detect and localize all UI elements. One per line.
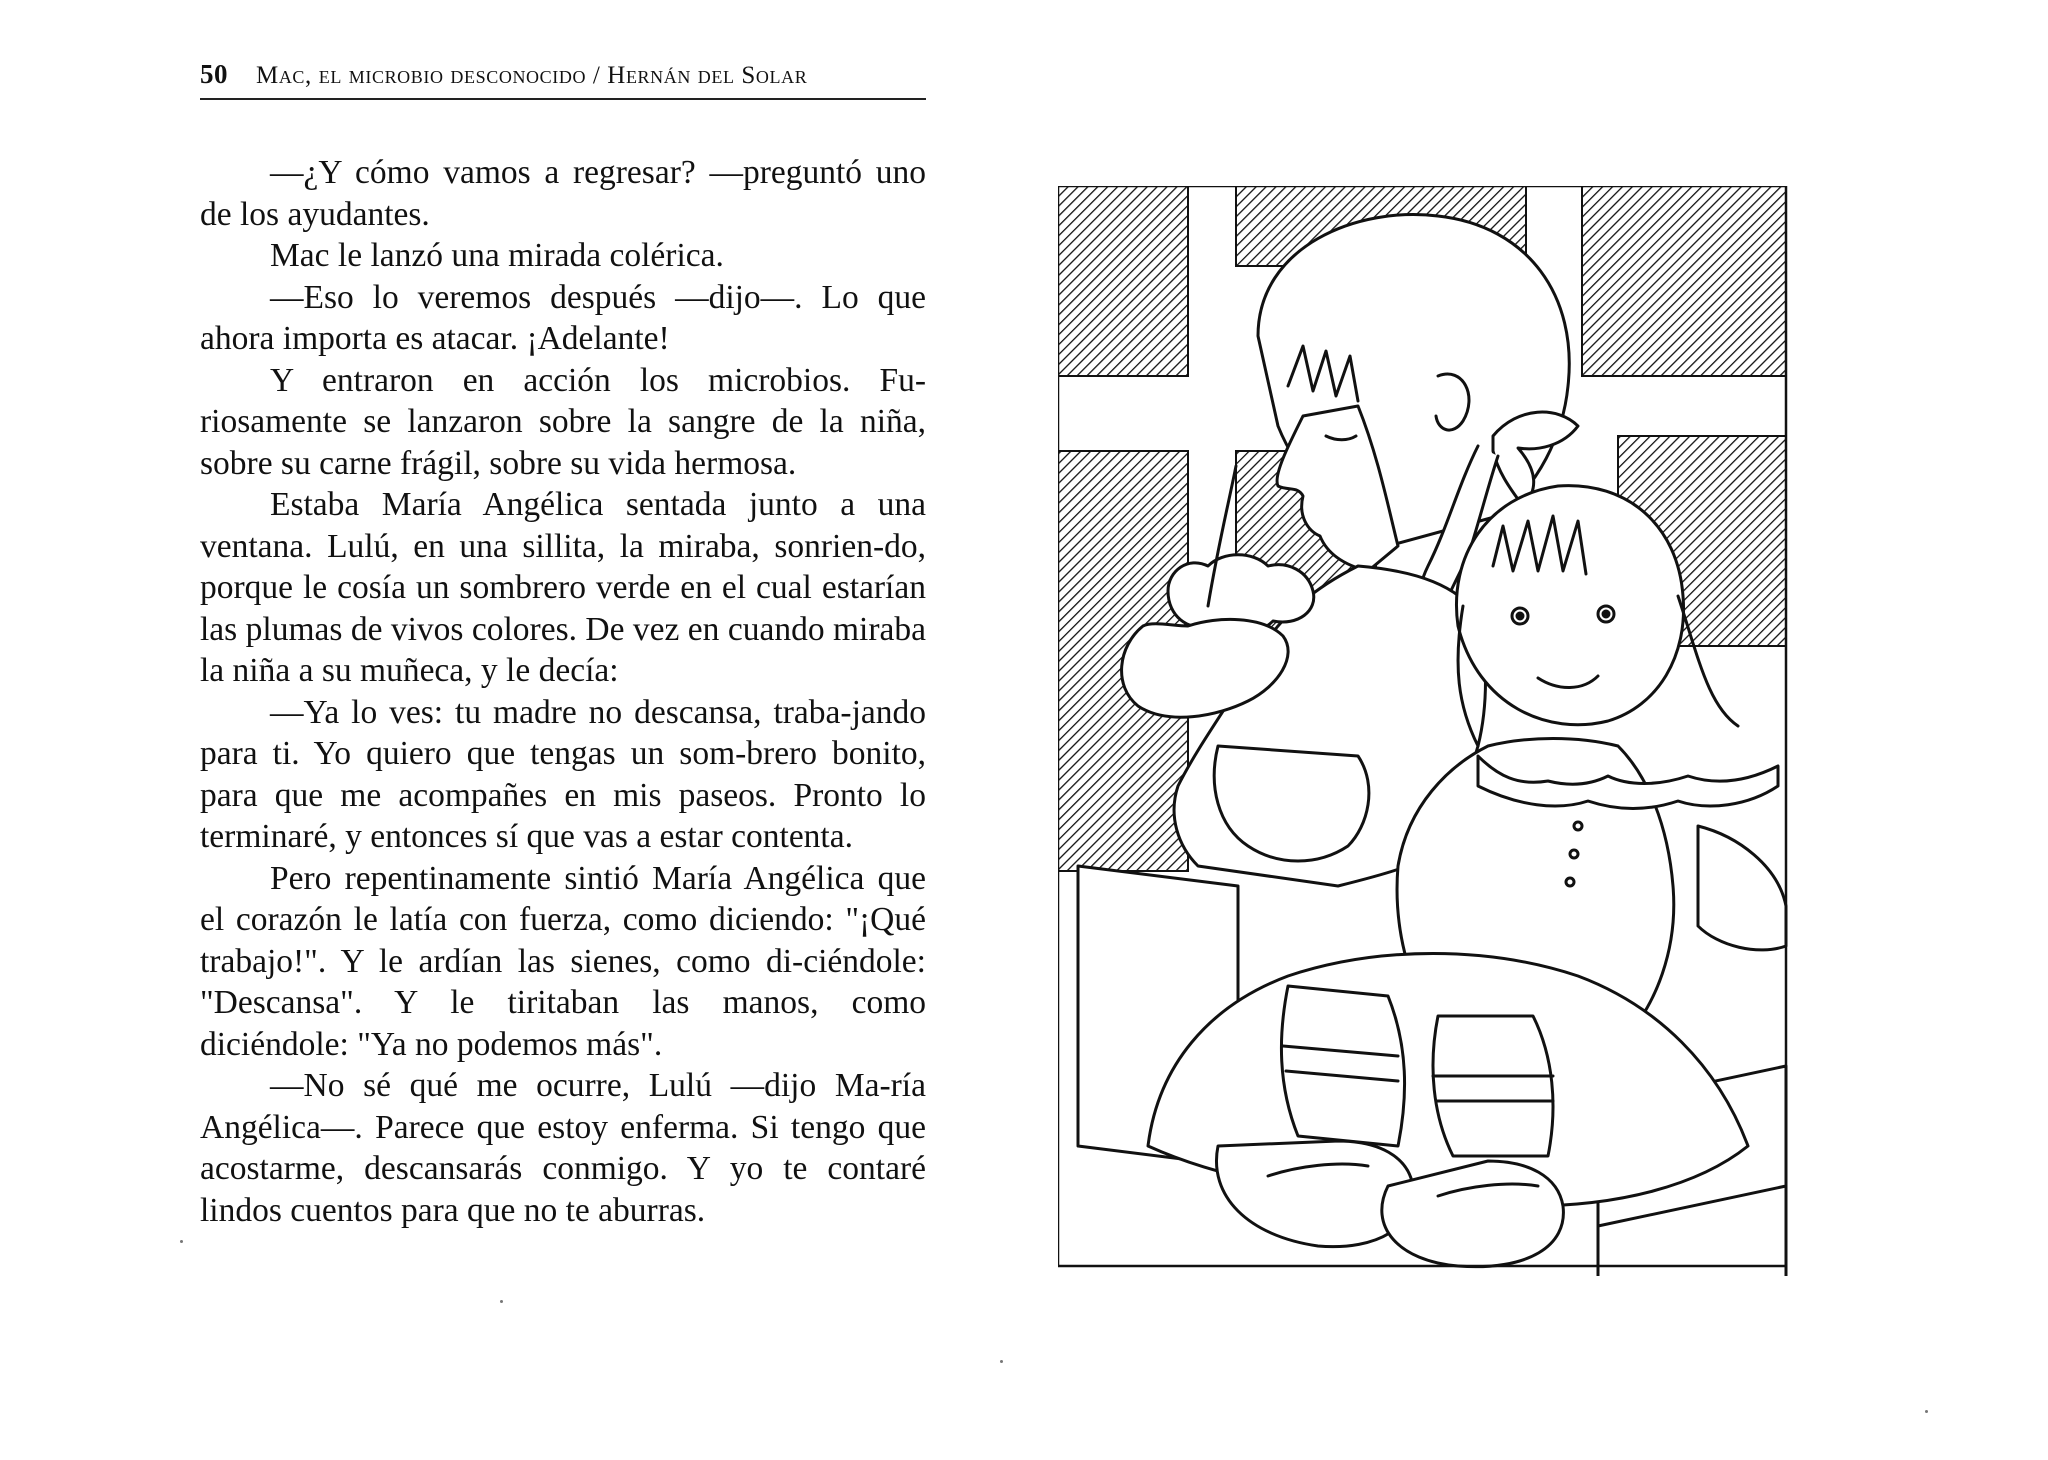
paragraph: Pero repentinamente sintió María Angélica que el corazón le latía con fuerza, como diciendo: "¡Qué trabajo!". Y le ardían las sienes, como di-ciéndole: "Descansa". Y le tiritaban las manos, como diciéndole: "Ya no podemos más". — [200, 859, 926, 1063]
paragraph: Estaba María Angélica sentada junto a una ventana. Lulú, en una sillita, la miraba, sonrien-do, porque le cosía un sombrero verde en el cual estarían las plumas de vivos colores. De vez en cuando miraba la niña a su muñeca, y le decía: — [200, 486, 926, 689]
scan-speck — [1000, 1360, 1003, 1363]
running-title: Mac, el microbio desconocido / Hernán del Solar — [256, 62, 808, 89]
paragraph: —Ya lo ves: tu madre no descansa, traba-jando para ti. Yo quiero que tengas un som-brero bonito, para que me acompañes en mis paseos. Pronto lo terminaré, y entonces sí que vas a estar contenta. — [200, 693, 926, 855]
page-header — [200, 56, 926, 100]
paragraph: Mac le lanzó una mirada colérica. — [270, 237, 724, 274]
paragraph: —Eso lo veremos después —dijo—. Lo que ahora importa es atacar. ¡Adelante! — [200, 278, 926, 357]
paragraph: —¿Y cómo vamos a regresar? —preguntó uno de los ayudantes. — [200, 154, 926, 233]
page-number: 50 — [200, 59, 228, 89]
paragraph: —No sé qué me ocurre, Lulú —dijo Ma-ría Angélica—. Parece que estoy enferma. Si tengo que acostarme, descansarás conmigo. Y yo te contaré lindos cuentos para que no te aburras. — [200, 1067, 926, 1229]
girl-sewing-with-doll-illustration-icon — [1058, 186, 1798, 1276]
scan-speck — [500, 1300, 503, 1303]
body-text — [200, 152, 926, 1231]
scan-speck — [1925, 1410, 1928, 1413]
scan-speck — [180, 1240, 183, 1243]
paragraph: Y entraron en acción los microbios. Fu-riosamente se lanzaron sobre la sangre de la niña, sobre su carne frágil, sobre su vida hermosa. — [200, 361, 926, 482]
